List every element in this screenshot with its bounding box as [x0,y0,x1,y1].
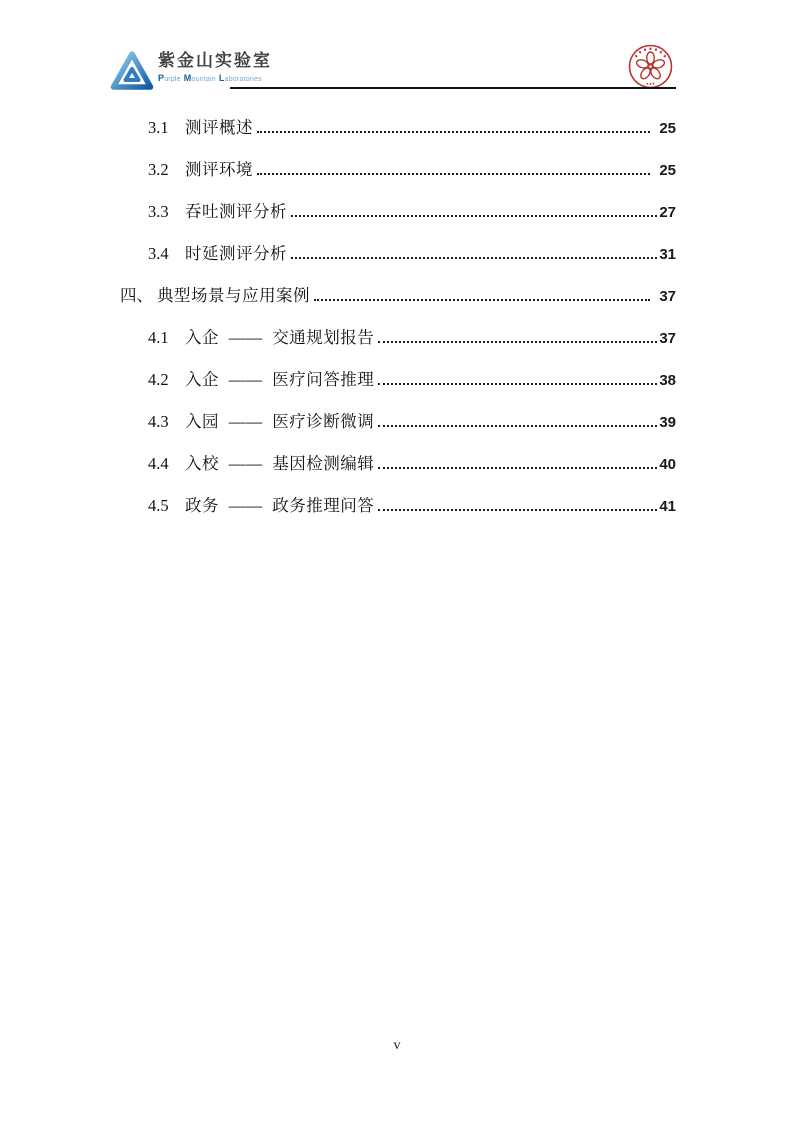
toc-entry-title: 入校 —— 基因检测编辑 [185,454,375,473]
toc-entry-number: 4.5 [148,496,169,515]
toc-entry-number: 3.4 [148,244,169,263]
pml-cn-name: 紫金山实验室 [158,51,272,70]
toc-entry-title: 测评概述 [185,118,253,137]
dot-leader [291,202,657,217]
toc-entry-number: 4.4 [148,454,169,473]
toc-entry-page: 39 [659,414,676,431]
toc-entry-number: 3.1 [148,118,169,137]
toc-entry-title: 时延测评分析 [185,244,287,263]
toc-entry-title: 吞吐测评分析 [185,202,287,221]
toc-entry-page: 27 [659,204,676,221]
toc-entry-3-1[interactable] [120,105,676,147]
toc-entry-number: 4.3 [148,412,169,431]
toc-entry-number: 四、 [120,286,153,305]
university-seal-icon [627,43,674,90]
toc-entry-section-4[interactable] [120,273,676,315]
pml-logo-text [158,50,272,83]
toc-entry-4-1[interactable] [120,315,676,357]
dot-leader [378,370,657,385]
header-rule [230,87,676,89]
toc-entry-page: 37 [659,288,676,305]
pml-en-word: Purple [158,73,181,83]
toc-entry-4-2[interactable] [120,357,676,399]
toc-entry-4-4[interactable] [120,441,676,483]
toc-entry-number: 3.3 [148,202,169,221]
pml-en-word: Laboratories [218,73,262,83]
toc-entry-page: 37 [659,330,676,347]
dot-leader [378,496,657,511]
toc-entry-title: 典型场景与应用案例 [157,286,310,305]
pml-en-word: Mountain [183,73,216,83]
dot-leader [257,118,650,133]
toc-entry-number: 4.2 [148,370,169,389]
toc-entry-page: 31 [659,246,676,263]
toc-entry-page: 40 [659,456,676,473]
toc-entry-title: 入园 —— 医疗诊断微调 [185,412,375,431]
toc-entry-page: 41 [659,498,676,515]
toc-entry-4-3[interactable] [120,399,676,441]
toc-entry-page: 38 [659,372,676,389]
pml-en-name [158,73,272,83]
page-folio: v [393,1038,401,1053]
table-of-contents [120,105,676,525]
toc-entry-4-5[interactable] [120,483,676,525]
pml-logo [110,50,272,92]
toc-entry-page: 25 [659,120,676,137]
dot-leader [378,454,657,469]
dot-leader [378,412,657,427]
toc-entry-page: 25 [659,162,676,179]
toc-entry-3-2[interactable] [120,147,676,189]
toc-entry-title: 政务 —— 政务推理问答 [185,496,375,515]
dot-leader [378,328,657,343]
toc-entry-number: 3.2 [148,160,169,179]
toc-entry-title: 入企 —— 交通规划报告 [185,328,375,347]
toc-entry-number: 4.1 [148,328,169,347]
toc-entry-title: 入企 —— 医疗问答推理 [185,370,375,389]
dot-leader [257,160,650,175]
toc-entry-3-4[interactable] [120,231,676,273]
toc-entry-title: 测评环境 [185,160,253,179]
toc-entry-3-3[interactable] [120,189,676,231]
dot-leader [314,286,650,301]
dot-leader [291,244,657,259]
pml-triangle-icon [110,50,154,92]
